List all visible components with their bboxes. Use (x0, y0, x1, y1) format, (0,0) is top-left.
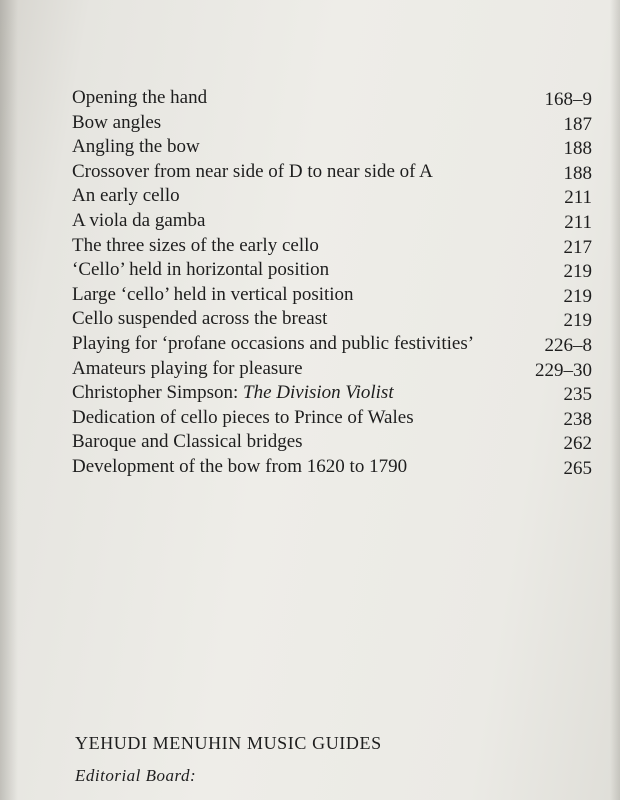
page-gutter-shadow (0, 0, 18, 800)
list-item (72, 111, 592, 136)
entry-page-number: 188 (563, 162, 592, 184)
entry-title: Cello suspended across the breast (72, 308, 328, 330)
entry-title: Amateurs playing for pleasure (72, 357, 303, 379)
entry-title (72, 381, 394, 406)
entry-title: Angling the bow (72, 136, 200, 158)
entry-title: The three sizes of the early cello (72, 234, 319, 256)
list-item (72, 209, 592, 234)
list-item (72, 307, 592, 332)
entry-page-number: 219 (563, 310, 592, 332)
entry-page-number: 168–9 (544, 89, 592, 110)
entry-page-number: 219 (563, 261, 592, 283)
entry-title: A viola da gamba (72, 209, 206, 231)
list-item (72, 283, 592, 308)
entry-title: Opening the hand (72, 87, 208, 108)
list-of-illustrations (72, 86, 592, 480)
entry-page-number: 211 (564, 187, 592, 209)
list-item (72, 184, 592, 209)
entry-page-number: 188 (563, 138, 592, 160)
entry-title: Bow angles (72, 111, 162, 133)
entry-page-number: 211 (564, 211, 592, 233)
entry-page-number: 187 (563, 113, 592, 135)
entry-page-number: 235 (563, 384, 592, 406)
entry-title-roman: Christopher Simpson: (72, 382, 244, 404)
list-item (72, 381, 592, 406)
series-title: YEHUDI MENUHIN MUSIC GUIDES (75, 733, 382, 753)
entry-title: Dedication of cello pieces to Prince of Wales (72, 406, 414, 428)
entry-page-number: 265 (563, 457, 592, 479)
entry-page-number: 238 (563, 408, 592, 430)
entry-title: An early cello (72, 185, 180, 207)
page-edge-shadow (610, 0, 620, 800)
entry-page-number: 262 (563, 433, 592, 455)
list-item (72, 357, 592, 382)
entry-title: Large ‘cello’ held in vertical position (72, 283, 354, 305)
entry-title: Development of the bow from 1620 to 1790 (72, 455, 408, 477)
entry-page-number: 217 (563, 236, 592, 258)
list-item (72, 86, 592, 111)
entry-page-number: 229–30 (535, 359, 592, 381)
list-item (72, 406, 592, 431)
entry-page-number: 219 (563, 285, 592, 307)
entry-page-number: 226–8 (544, 334, 592, 356)
list-item (72, 455, 592, 480)
entry-title: Baroque and Classical bridges (72, 431, 303, 453)
entry-title: Playing for ‘profane occasions and public festivities’ (72, 332, 475, 354)
list-item (72, 430, 592, 455)
list-item (72, 332, 592, 357)
entry-title: Crossover from near side of D to near side of A (72, 160, 433, 182)
editorial-board-label: Editorial Board: (75, 766, 197, 785)
list-item (72, 258, 592, 283)
entry-title: ‘Cello’ held in horizontal position (72, 259, 330, 281)
list-item (72, 135, 592, 160)
list-item (72, 160, 592, 185)
list-item (72, 234, 592, 259)
entry-title-italic: The Division Violist (243, 382, 394, 404)
